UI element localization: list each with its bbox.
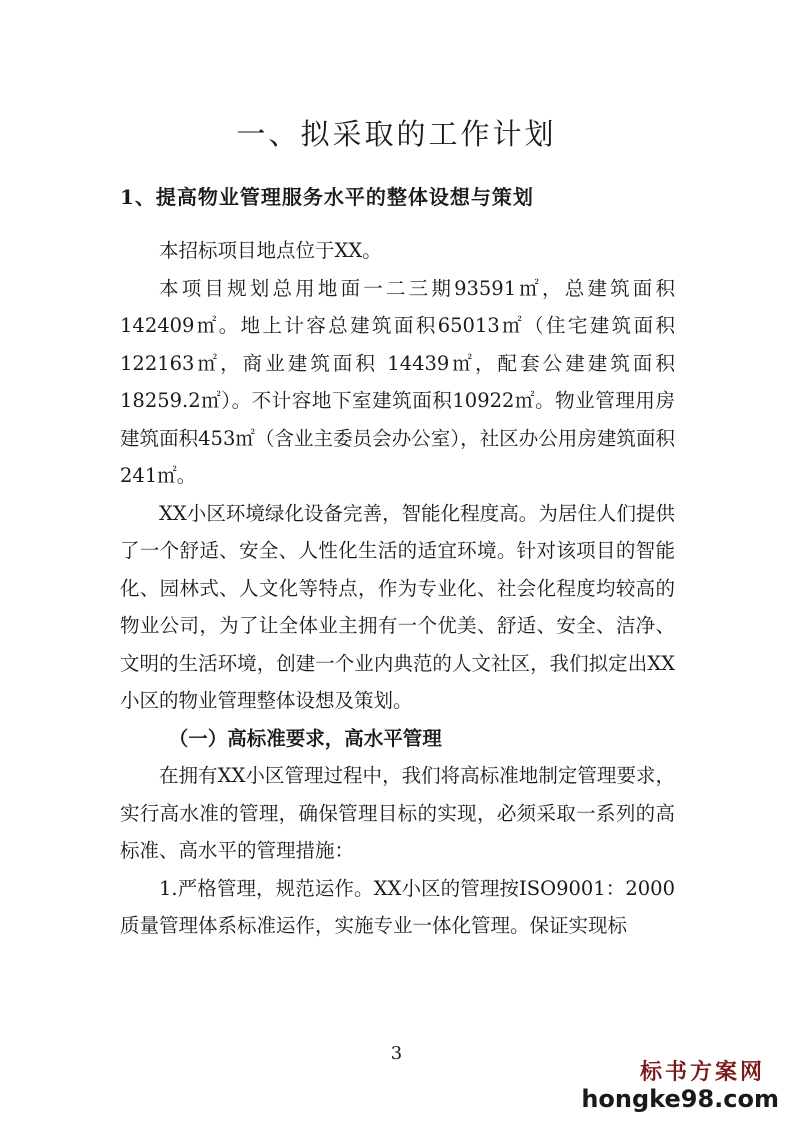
page-title: 一、拟采取的工作计划 [236,117,557,151]
paragraph-environment: XX小区环境绿化设备完善，智能化程度高。为居住人们提供了一个舒适、安全、人性化生活的适宜环境。针对该项目的智能化、园林式、人文化等特点，作为专业化、社会化程度均较高的物业公司，为了让全体业主拥有一个优美、舒适、安全、洁净、文明的生活环境，创建一个业内典范的人文社区，我们拟定出XX小区的物业管理整体设想及策划。 [120,501,675,712]
paragraph-location: 本招标项目地点位于XX。 [159,239,382,262]
watermark-url: hongke98.com [581,1085,779,1113]
subsection-heading: （一）高标准要求，高水平管理 [168,726,442,750]
paragraph-areas: 本项目规划总用地面一二三期93591㎡，总建筑面积142409㎡。地上计容总建筑面积65013㎡（住宅建筑面积122163㎡，商业建筑面积 14439㎡，配套公建建筑面积18259.2㎡）。不计容地下室建筑面积10922㎡。物业管理用房建筑面积453㎡（含业主委员会办公室），社区办公用房建筑面积241㎡。 [120,276,675,487]
paragraph-iso: 1.严格管理，规范运作。XX小区的管理按ISO9001：2000质量管理体系标准运作，实施专业一体化管理。保证实现标 [120,876,675,937]
watermark-logo [581,1055,779,1112]
page-number: 3 [390,1043,403,1064]
section-heading: 1、提高物业管理服务水平的整体设想与策划 [120,185,534,209]
paragraph-management: 在拥有XX小区管理过程中，我们将高标准地制定管理要求，实行高水准的管理，确保管理目标的实现，必须采取一系列的高标准、高水平的管理措施： [120,764,675,862]
body-text [120,232,675,945]
watermark-site-name: 标书方案网 [639,1060,765,1085]
